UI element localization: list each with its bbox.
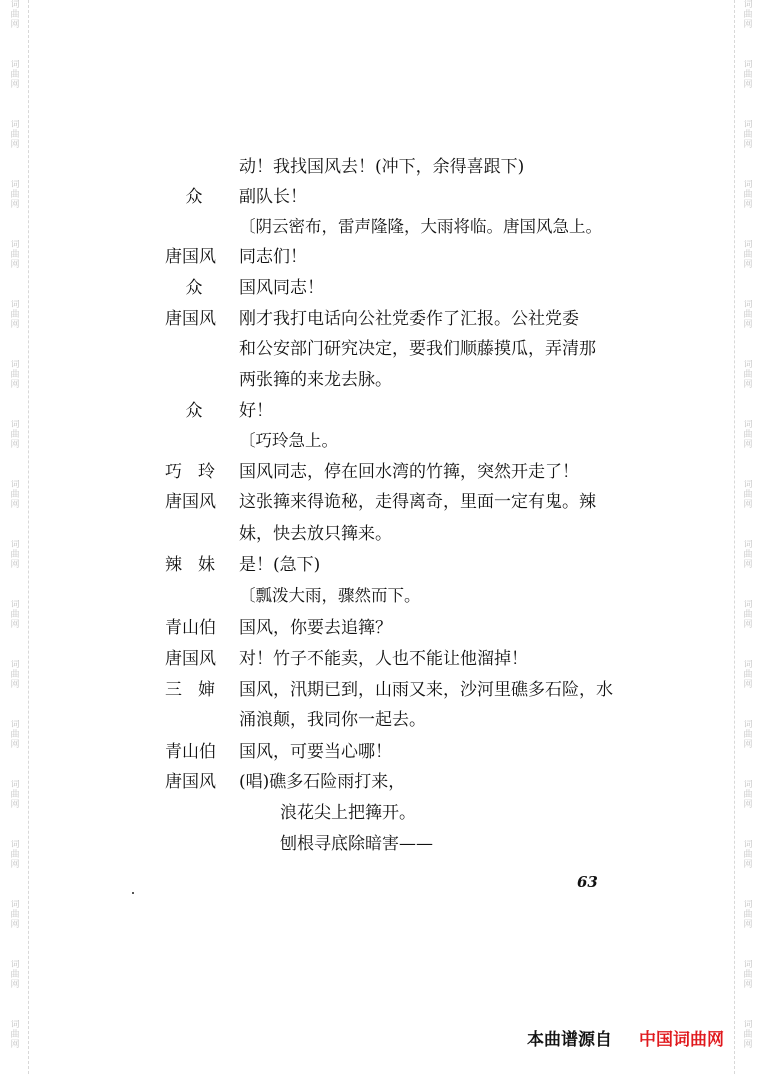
dialogue-line: 这张篺来得诡秘，走得离奇，里面一定有鬼。辣 — [239, 492, 596, 512]
dialogue-line: 国风，可要当心哪！ — [239, 742, 392, 762]
watermark-char: 曲 — [10, 730, 20, 740]
speaker-name: 唐国风 — [165, 309, 216, 329]
watermark-char: 网 — [10, 1040, 20, 1050]
watermark-char: 曲 — [10, 190, 20, 200]
watermark-char: 曲 — [743, 850, 753, 860]
watermark-char: 网 — [10, 860, 20, 870]
watermark-block — [2, 960, 28, 1020]
speaker-name: 青山伯 — [165, 618, 216, 638]
dialogue-line: 刨根寻底除暗害—— — [280, 834, 433, 854]
watermark-char: 网 — [10, 320, 20, 330]
watermark-block — [735, 360, 760, 420]
watermark-block — [735, 60, 760, 120]
watermark-char: 网 — [743, 380, 753, 390]
watermark-char: 词 — [10, 720, 20, 730]
watermark-char: 网 — [743, 440, 753, 450]
watermark-char: 曲 — [743, 670, 753, 680]
watermark-char: 网 — [10, 140, 20, 150]
watermark-char: 词 — [10, 120, 20, 130]
watermark-char: 网 — [743, 860, 753, 870]
watermark-block — [735, 900, 760, 960]
footer-site-link[interactable]: 中国词曲网 — [639, 1030, 724, 1050]
watermark-char: 网 — [743, 740, 753, 750]
watermark-block — [735, 1020, 760, 1080]
watermark-char: 曲 — [10, 130, 20, 140]
watermark-char: 词 — [743, 1020, 753, 1030]
watermark-char: 网 — [743, 20, 753, 30]
watermark-char: 词 — [10, 300, 20, 310]
watermark-char: 词 — [10, 600, 20, 610]
watermark-char: 词 — [743, 60, 753, 70]
watermark-char: 词 — [10, 60, 20, 70]
speaker-name: 众 — [185, 187, 203, 207]
watermark-char: 词 — [10, 660, 20, 670]
watermark-char: 曲 — [10, 550, 20, 560]
stage-direction: 〔阴云密布，雷声隆隆，大雨将临。唐国风急上。 — [239, 217, 602, 236]
speaker-name: 巧玲 — [165, 462, 231, 482]
watermark-block — [2, 660, 28, 720]
dialogue-line: (唱)礁多石险雨打来， — [239, 772, 406, 792]
speaker-name: 众 — [185, 278, 203, 298]
footer-source-label: 本曲谱源自 — [527, 1030, 612, 1050]
watermark-char: 词 — [10, 960, 20, 970]
watermark-char: 网 — [10, 800, 20, 810]
stage-direction: 〔巧玲急上。 — [239, 431, 338, 450]
watermark-char: 词 — [10, 360, 20, 370]
watermark-char: 曲 — [743, 550, 753, 560]
watermark-char: 网 — [743, 80, 753, 90]
watermark-block — [735, 240, 760, 300]
watermark-char: 网 — [10, 260, 20, 270]
watermark-char: 词 — [10, 480, 20, 490]
speaker-name: 辣妹 — [165, 555, 231, 575]
watermark-block — [2, 480, 28, 540]
watermark-char: 词 — [10, 420, 20, 430]
watermark-char: 词 — [10, 180, 20, 190]
watermark-char: 网 — [743, 1040, 753, 1050]
watermark-char: 词 — [743, 300, 753, 310]
speaker-name: 三婶 — [165, 680, 231, 700]
watermark-block — [2, 1020, 28, 1080]
watermark-block — [735, 960, 760, 1020]
speaker-name: 唐国风 — [165, 247, 216, 267]
watermark-char: 网 — [743, 260, 753, 270]
watermark-char: 网 — [10, 680, 20, 690]
right-watermark-strip — [734, 0, 760, 1074]
watermark-char: 网 — [10, 920, 20, 930]
watermark-char: 网 — [10, 500, 20, 510]
watermark-char: 网 — [10, 200, 20, 210]
watermark-char: 曲 — [743, 130, 753, 140]
watermark-block — [2, 840, 28, 900]
watermark-char: 曲 — [743, 370, 753, 380]
watermark-char: 曲 — [743, 730, 753, 740]
watermark-char: 曲 — [743, 250, 753, 260]
watermark-block — [735, 780, 760, 840]
watermark-char: 曲 — [10, 70, 20, 80]
watermark-char: 词 — [10, 1020, 20, 1030]
watermark-char: 曲 — [743, 1030, 753, 1040]
watermark-block — [735, 840, 760, 900]
watermark-block — [2, 120, 28, 180]
watermark-char: 网 — [10, 440, 20, 450]
watermark-char: 曲 — [10, 370, 20, 380]
watermark-char: 词 — [743, 960, 753, 970]
watermark-block — [2, 540, 28, 600]
watermark-char: 网 — [10, 80, 20, 90]
watermark-char: 词 — [10, 240, 20, 250]
watermark-char: 词 — [743, 120, 753, 130]
watermark-char: 词 — [743, 900, 753, 910]
speaker-name: 唐国风 — [165, 649, 216, 669]
stage-direction: 〔瓢泼大雨，骤然而下。 — [239, 586, 421, 605]
watermark-char: 曲 — [10, 310, 20, 320]
watermark-char: 曲 — [10, 1030, 20, 1040]
watermark-block — [2, 420, 28, 480]
watermark-block — [735, 0, 760, 60]
dialogue-line: 是！(急下) — [239, 555, 321, 575]
watermark-block — [735, 660, 760, 720]
watermark-char: 词 — [743, 240, 753, 250]
watermark-char: 词 — [743, 0, 753, 10]
watermark-char: 词 — [10, 540, 20, 550]
watermark-char: 词 — [743, 420, 753, 430]
watermark-char: 词 — [743, 840, 753, 850]
dialogue-line: 浪花尖上把篺开。 — [280, 803, 416, 823]
watermark-char: 曲 — [10, 10, 20, 20]
watermark-char: 词 — [10, 0, 20, 10]
watermark-char: 词 — [743, 180, 753, 190]
watermark-char: 网 — [743, 920, 753, 930]
watermark-block — [735, 180, 760, 240]
watermark-char: 网 — [10, 380, 20, 390]
speaker-name: 唐国风 — [165, 772, 216, 792]
watermark-char: 网 — [743, 200, 753, 210]
watermark-char: 曲 — [10, 490, 20, 500]
watermark-char: 网 — [743, 560, 753, 570]
watermark-char: 词 — [743, 600, 753, 610]
watermark-char: 曲 — [10, 610, 20, 620]
watermark-block — [735, 120, 760, 180]
watermark-char: 曲 — [743, 190, 753, 200]
watermark-char: 网 — [10, 560, 20, 570]
watermark-char: 曲 — [10, 790, 20, 800]
watermark-char: 词 — [10, 840, 20, 850]
watermark-char: 曲 — [10, 850, 20, 860]
speaker-name: 唐国风 — [165, 492, 216, 512]
watermark-char: 曲 — [743, 790, 753, 800]
dialogue-line: 涌浪颠，我同你一起去。 — [239, 710, 426, 730]
watermark-char: 曲 — [743, 10, 753, 20]
watermark-block — [2, 600, 28, 660]
speaker-name: 众 — [185, 401, 203, 421]
dialogue-line: 国风同志，停在回水湾的竹篺，突然开走了！ — [239, 462, 579, 482]
dialogue-line: 好！ — [239, 401, 273, 421]
watermark-block — [2, 360, 28, 420]
watermark-char: 曲 — [743, 970, 753, 980]
watermark-char: 词 — [743, 480, 753, 490]
dialogue-line: 妹，快去放只篺来。 — [239, 524, 392, 544]
watermark-block — [735, 540, 760, 600]
watermark-block — [2, 720, 28, 780]
watermark-char: 网 — [10, 620, 20, 630]
watermark-char: 网 — [743, 980, 753, 990]
speaker-name: 青山伯 — [165, 742, 216, 762]
watermark-block — [2, 780, 28, 840]
watermark-char: 网 — [10, 980, 20, 990]
watermark-char: 曲 — [10, 670, 20, 680]
watermark-char: 词 — [10, 780, 20, 790]
dialogue-line: 国风同志！ — [239, 278, 324, 298]
watermark-char: 曲 — [743, 310, 753, 320]
watermark-char: 网 — [743, 140, 753, 150]
watermark-block — [2, 60, 28, 120]
dialogue-line: 对！竹子不能卖，人也不能让他溜掉！ — [239, 649, 528, 669]
dialogue-line: 国风，你要去追篺？ — [239, 618, 392, 638]
watermark-char: 网 — [743, 320, 753, 330]
dialogue-line: 副队长！ — [239, 187, 307, 207]
watermark-char: 曲 — [10, 430, 20, 440]
watermark-char: 网 — [743, 680, 753, 690]
watermark-char: 词 — [743, 660, 753, 670]
watermark-char: 网 — [743, 800, 753, 810]
watermark-block — [2, 0, 28, 60]
watermark-char: 词 — [743, 720, 753, 730]
watermark-char: 曲 — [10, 970, 20, 980]
watermark-block — [735, 600, 760, 660]
dialogue-line: 国风，汛期已到，山雨又来，沙河里礁多石险，水 — [239, 680, 613, 700]
watermark-char: 网 — [10, 740, 20, 750]
left-watermark-strip — [2, 0, 29, 1074]
watermark-char: 词 — [10, 900, 20, 910]
dialogue-line: 刚才我打电话向公社党委作了汇报。公社党委 — [239, 309, 579, 329]
watermark-char: 词 — [743, 360, 753, 370]
watermark-char: 曲 — [743, 490, 753, 500]
watermark-char: 曲 — [10, 910, 20, 920]
watermark-char: 词 — [743, 540, 753, 550]
watermark-char: 曲 — [743, 70, 753, 80]
watermark-block — [735, 300, 760, 360]
watermark-block — [2, 300, 28, 360]
watermark-block — [2, 180, 28, 240]
watermark-char: 网 — [743, 620, 753, 630]
dialogue-line: 和公安部门研究决定，要我们顺藤摸瓜，弄清那 — [239, 339, 596, 359]
watermark-block — [735, 420, 760, 480]
page-number: 63 — [577, 873, 598, 891]
dialogue-line: 动！我找国风去！(冲下，余得喜跟下) — [239, 157, 525, 177]
print-dot — [132, 892, 134, 894]
watermark-char: 网 — [743, 500, 753, 510]
watermark-block — [2, 240, 28, 300]
dialogue-line: 两张篺的来龙去脉。 — [239, 370, 392, 390]
watermark-block — [2, 900, 28, 960]
watermark-char: 曲 — [743, 610, 753, 620]
dialogue-line: 同志们！ — [239, 247, 307, 267]
watermark-char: 曲 — [743, 430, 753, 440]
watermark-char: 曲 — [743, 910, 753, 920]
watermark-block — [735, 480, 760, 540]
watermark-char: 网 — [10, 20, 20, 30]
watermark-block — [735, 720, 760, 780]
watermark-char: 词 — [743, 780, 753, 790]
watermark-char: 曲 — [10, 250, 20, 260]
